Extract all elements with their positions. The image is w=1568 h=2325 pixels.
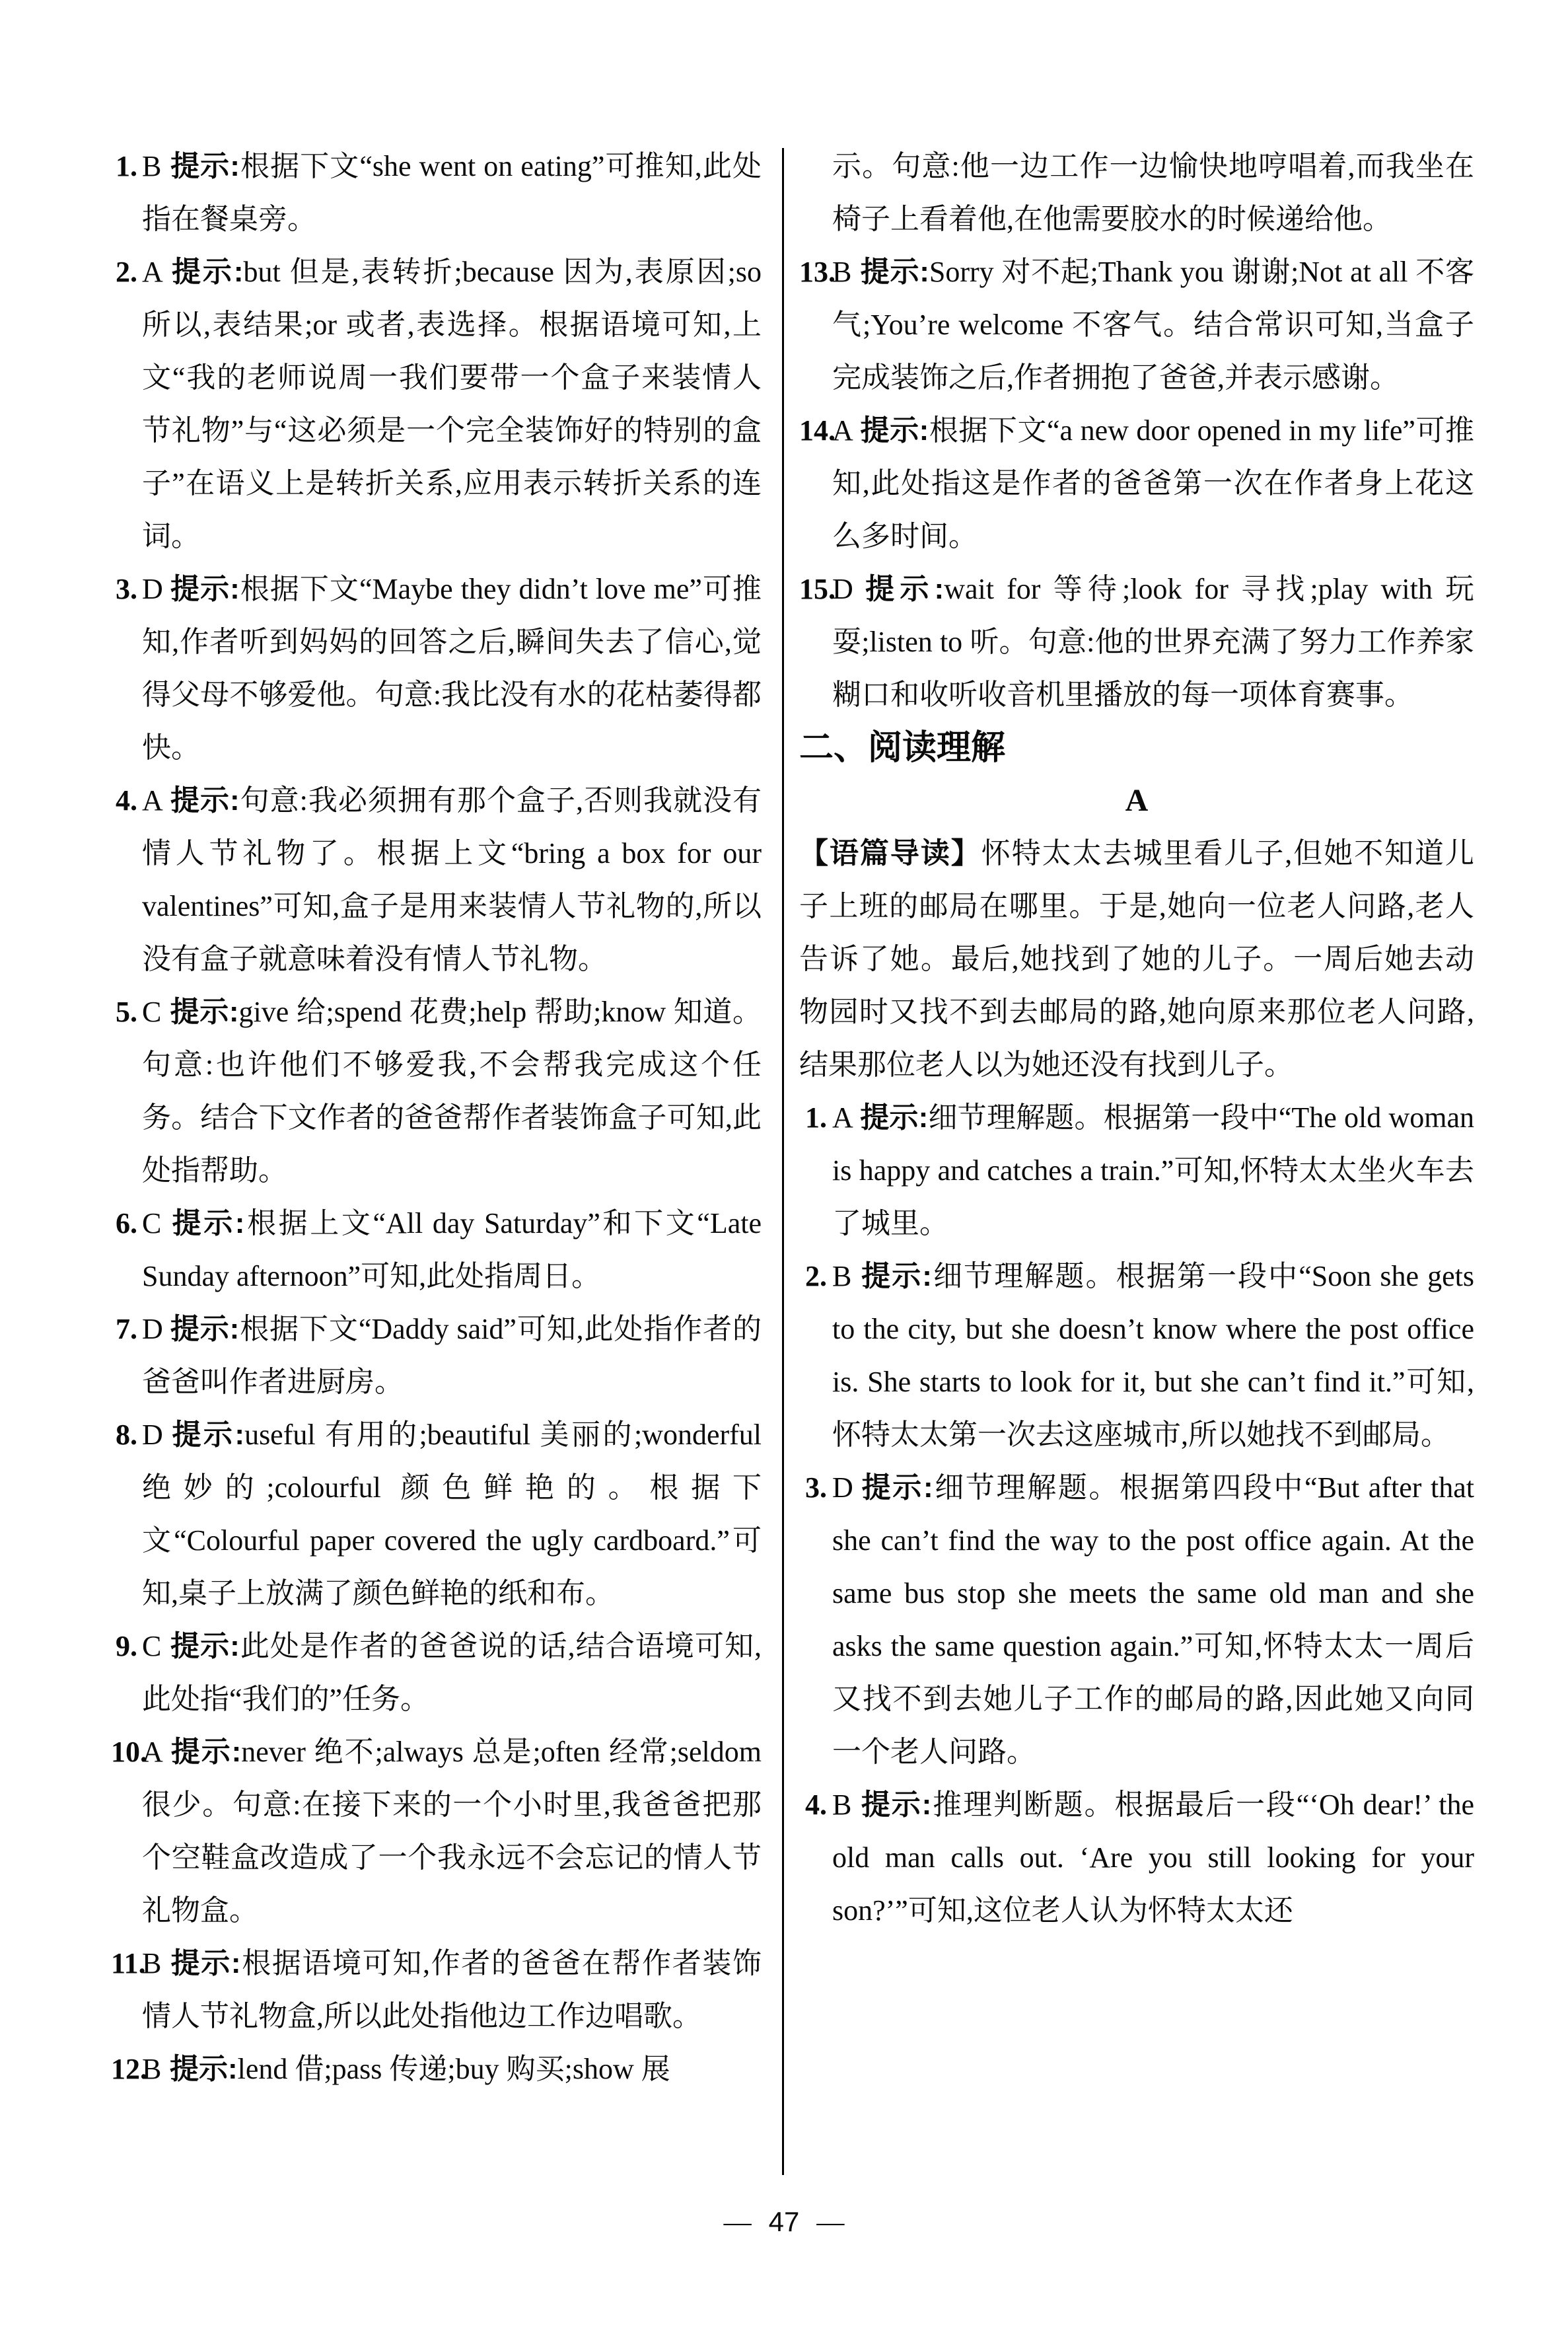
explanation-text: useful 有用的;beautiful 美丽的;wonderful 绝妙的;colourful 颜色鲜艳的。根据下文“Colourful paper covered the ugly cardboard.”可知,桌子上放满了颜色鲜艳的纸和布。: [142, 1419, 762, 1609]
tip-label: 提示:: [860, 1260, 932, 1292]
intro-label: 【语篇导读】: [799, 837, 981, 869]
reading-item-2: [799, 1250, 1474, 1461]
tip-label: 提示:: [170, 2053, 238, 2085]
explanation-text: wait for 等待;look for 寻找;play with 玩耍;listen to 听。句意:他的世界充满了努力工作养家糊口和收听收音机里播放的每一项体育赛事。: [832, 573, 1475, 711]
answer-item-3: [111, 563, 762, 774]
item-number: 6.: [116, 1207, 137, 1239]
tip-label: 提示:: [860, 414, 929, 447]
answer-item-15: [799, 563, 1474, 721]
item-number: 3.: [805, 1471, 827, 1504]
item-number: 10.: [111, 1736, 147, 1768]
item-number: 14.: [799, 414, 836, 447]
item-number: 3.: [116, 573, 137, 605]
item-number: 4.: [116, 784, 137, 817]
explanation-text: 根据下文“a new door opened in my life”可推知,此处指这是作者的爸爸第一次在作者身上花这么多时间。: [832, 414, 1474, 552]
explanation-text: 根据下文“Maybe they didn’t love me”可推知,作者听到妈妈的回答之后,瞬间失去了信心,觉得父母不够爱他。句意:我比没有水的花枯萎得都快。: [142, 573, 762, 764]
explanation-text: but 但是,表转折;because 因为,表原因;so 所以,表结果;or 或者,表选择。根据语境可知,上文“我的老师说周一我们要带一个盒子来装情人节礼物”与“这必须是一个完全装饰好的特别的盒子”在语义上是转折关系,应用表示转折关系的连词。: [142, 256, 762, 552]
answer-letter: A: [142, 784, 163, 817]
explanation-text: 根据下文“she went on eating”可推知,此处指在餐桌旁。: [142, 150, 762, 235]
tip-label: 提示:: [860, 1471, 933, 1504]
explanation-text: 示。句意:他一边工作一边愉快地哼唱着,而我坐在椅子上看着他,在他需要胶水的时候递给他。: [832, 150, 1474, 235]
explanation-text: 推理判断题。根据最后一段“‘Oh dear!’ the old man calls out. ‘Are you still looking for your son?’”可知,这位老人认为怀特太太还: [832, 1789, 1475, 1927]
tip-label: 提示:: [860, 1101, 929, 1134]
tip-label: 提示:: [170, 573, 240, 605]
answer-letter: D: [832, 573, 853, 605]
tip-label: 提示:: [170, 1419, 245, 1451]
answer-item-13: [799, 246, 1474, 404]
tip-label: 提示:: [170, 1207, 245, 1239]
answer-letter: D: [142, 1313, 163, 1345]
section-heading-reading: 二、阅读理解: [799, 729, 1006, 767]
tip-label: 提示:: [170, 256, 244, 288]
footer-left-dash: —: [723, 2207, 752, 2238]
answer-letter: D: [832, 1471, 853, 1504]
item-number: 8.: [116, 1419, 137, 1451]
reading-item-3: [799, 1461, 1474, 1779]
explanation-text: 细节理解题。根据第四段中“But after that she can’t find the way to the post office again. At the same bus stop she meets the same old man and she asks the same question again.”可知,怀特太太一周后又找不到去她儿子工作的邮局的路,因此她又向同一个老人问路。: [832, 1471, 1475, 1768]
item-number: 2.: [805, 1260, 827, 1292]
item-number: 15.: [799, 573, 836, 605]
item-number: 9.: [116, 1630, 137, 1662]
answer-item-14: [799, 404, 1474, 563]
explanation-text: Sorry 对不起;Thank you 谢谢;Not at all 不客气;You’re welcome 不客气。结合常识可知,当盒子完成装饰之后,作者拥抱了爸爸,并表示感谢。: [832, 256, 1474, 394]
tip-label: 提示:: [170, 1313, 240, 1345]
answer-letter: A: [142, 1736, 163, 1768]
item-number: 12.: [111, 2053, 147, 2085]
explanation-text: lend 借;pass 传递;buy 购买;show 展: [237, 2053, 670, 2085]
answer-item-4: [111, 774, 762, 986]
passage-intro: [799, 827, 1474, 1091]
explanation-text: 此处是作者的爸爸说的话,结合语境可知,此处指“我们的”任务。: [142, 1630, 762, 1715]
answer-letter: B: [142, 2053, 162, 2085]
answer-letter: B: [142, 1947, 162, 1979]
answer-item-10: [111, 1726, 762, 1937]
answer-letter: C: [142, 1207, 162, 1239]
answer-letter: C: [142, 1630, 162, 1662]
answer-item-6: [111, 1197, 762, 1303]
tip-label: 提示:: [860, 256, 929, 288]
answer-letter: D: [142, 573, 163, 605]
answer-item-9: [111, 1620, 762, 1726]
page-footer: [0, 2196, 1568, 2249]
answer-letter: A: [142, 256, 163, 288]
reading-item-4: [799, 1779, 1474, 1937]
answer-item-2: [111, 246, 762, 563]
explanation-text: 根据语境可知,作者的爸爸在帮作者装饰情人节礼物盒,所以此处指他边工作边唱歌。: [142, 1947, 762, 2032]
explanation-text: give 给;spend 花费;help 帮助;know 知道。句意:也许他们不够爱我,不会帮我完成这个任务。结合下文作者的爸爸帮作者装饰盒子可知,此处指帮助。: [142, 996, 762, 1187]
answer-letter: B: [832, 1789, 852, 1821]
footer-right-dash: —: [816, 2207, 845, 2238]
column-divider: [782, 148, 784, 2175]
answer-letter: C: [142, 996, 162, 1028]
answer-item-11: [111, 1937, 762, 2043]
explanation-text: 句意:我必须拥有那个盒子,否则我就没有情人节礼物了。根据上文“bring a box for our valentines”可知,盒子是用来装情人节礼物的,所以没有盒子就意味着没有情人节礼物。: [142, 784, 762, 975]
item-number: 4.: [805, 1789, 827, 1821]
explanation-text: 根据下文“Daddy said”可知,此处指作者的爸爸叫作者进厨房。: [142, 1313, 762, 1398]
answer-item-8: [111, 1409, 762, 1620]
tip-label: 提示:: [170, 1736, 242, 1768]
tip-label: 提示:: [170, 150, 240, 182]
reading-item-1: [799, 1091, 1474, 1250]
passage-label: A: [1125, 783, 1149, 818]
page-number: 47: [768, 2206, 800, 2237]
answer-letter: B: [832, 1260, 852, 1292]
answer-item-5: [111, 986, 762, 1197]
tip-label: 提示:: [170, 1947, 241, 1979]
tip-label: 提示:: [170, 996, 239, 1028]
item-number: 13.: [799, 256, 836, 288]
tip-label: 提示:: [170, 1630, 240, 1662]
explanation-text: 细节理解题。根据第一段中“Soon she gets to the city, but she doesn’t know where the post office is. She starts to look for it, but she can’t find it.”可知,怀特太太第一次去这座城市,所以她找不到邮局。: [832, 1260, 1475, 1451]
intro-text: 怀特太太去城里看儿子,但她不知道儿子上班的邮局在哪里。于是,她向一位老人问路,老人告诉了她。最后,她找到了她的儿子。一周后她去动物园时又找不到去邮局的路,她向原来那位老人问路,结果那位老人以为她还没有找到儿子。: [799, 837, 1475, 1081]
explanation-text: 细节理解题。根据第一段中“The old woman is happy and catches a train.”可知,怀特太太坐火车去了城里。: [832, 1101, 1474, 1239]
answer-item-12: [111, 2043, 762, 2096]
item12-continuation: [799, 140, 1474, 246]
answer-letter: A: [832, 1101, 853, 1134]
answer-item-7: [111, 1303, 762, 1409]
left-column: [111, 140, 762, 2096]
answer-letter: A: [832, 414, 853, 447]
item-number: 5.: [116, 996, 137, 1028]
item-number: 1.: [116, 150, 137, 182]
item-number: 11.: [111, 1947, 146, 1979]
answer-item-1: [111, 140, 762, 246]
item-number: 2.: [116, 256, 137, 288]
explanation-text: 根据上文“All day Saturday”和下文“Late Sunday afternoon”可知,此处指周日。: [142, 1207, 762, 1292]
answer-letter: B: [142, 150, 162, 182]
item-number: 7.: [116, 1313, 137, 1345]
item-number: 1.: [805, 1101, 827, 1134]
tip-label: 提示:: [860, 1789, 932, 1821]
answer-letter: B: [832, 256, 852, 288]
tip-label: 提示:: [170, 784, 240, 817]
right-column: [799, 140, 1474, 1937]
explanation-text: never 绝不;always 总是;often 经常;seldom 很少。句意:在接下来的一个小时里,我爸爸把那个空鞋盒改造成了一个我永远不会忘记的情人节礼物盒。: [142, 1736, 762, 1927]
answer-letter: D: [142, 1419, 163, 1451]
tip-label: 提示:: [860, 573, 944, 605]
